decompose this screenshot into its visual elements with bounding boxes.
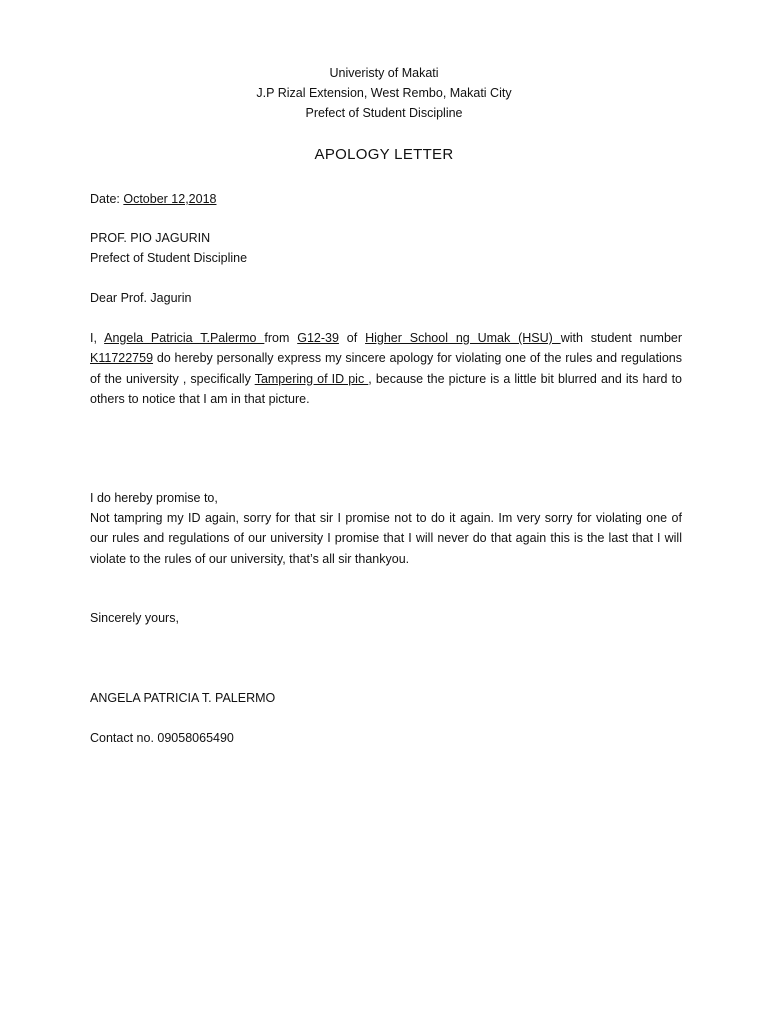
body-reason-text: , because the picture is a little bit blurred and its hard to others to notice that I am in that picture. xyxy=(90,371,682,406)
university-address: J.P Rizal Extension, West Rembo, Makati City xyxy=(256,86,512,100)
office-name: Prefect of Student Discipline xyxy=(305,106,463,120)
body-intro: I, xyxy=(90,331,105,345)
student-name: Angela Patricia T.Palermo xyxy=(104,331,265,345)
student-section: G12-39 xyxy=(297,331,339,345)
closing: Sincerely yours, xyxy=(90,611,179,625)
letter-title: APOLOGY LETTER xyxy=(314,146,454,163)
promise-heading: I do hereby promise to, xyxy=(90,491,218,505)
salutation: Dear Prof. Jagurin xyxy=(90,291,192,305)
signature-name: ANGELA PATRICIA T. PALERMO xyxy=(90,691,276,705)
body-from: from xyxy=(264,331,298,345)
promise-paragraph: Not tampring my ID again, sorry for that sir I promise not to do it again. Im very sorry for violating one of our rules and regulations of our university I promise that I will never do that again this is the last that I will violate to the rules of our university, that’s all sir thankyou. xyxy=(90,511,682,566)
date-line xyxy=(90,189,216,209)
body-paragraph xyxy=(90,328,682,409)
recipient-name: PROF. PIO JAGURIN xyxy=(90,231,211,245)
letter-header xyxy=(0,63,768,123)
recipient-position: Prefect of Student Discipline xyxy=(90,251,248,265)
contact-number: Contact no. 09058065490 xyxy=(90,731,234,745)
date-label: Date: xyxy=(90,192,124,206)
university-name: Univeristy of Makati xyxy=(329,66,439,80)
violation-name: Tampering of ID pic xyxy=(254,371,369,386)
body-of: of xyxy=(338,331,366,345)
student-number: K11722759 xyxy=(90,351,154,366)
body-apology-text: do hereby personally express my sincere apology for violating one of the rules and regulations of the university , specifically xyxy=(90,351,682,386)
body-student-number-text: with student number xyxy=(560,331,683,345)
date-value: October 12,2018 xyxy=(123,192,217,206)
school-name: Higher School ng Umak (HSU) xyxy=(365,331,561,345)
